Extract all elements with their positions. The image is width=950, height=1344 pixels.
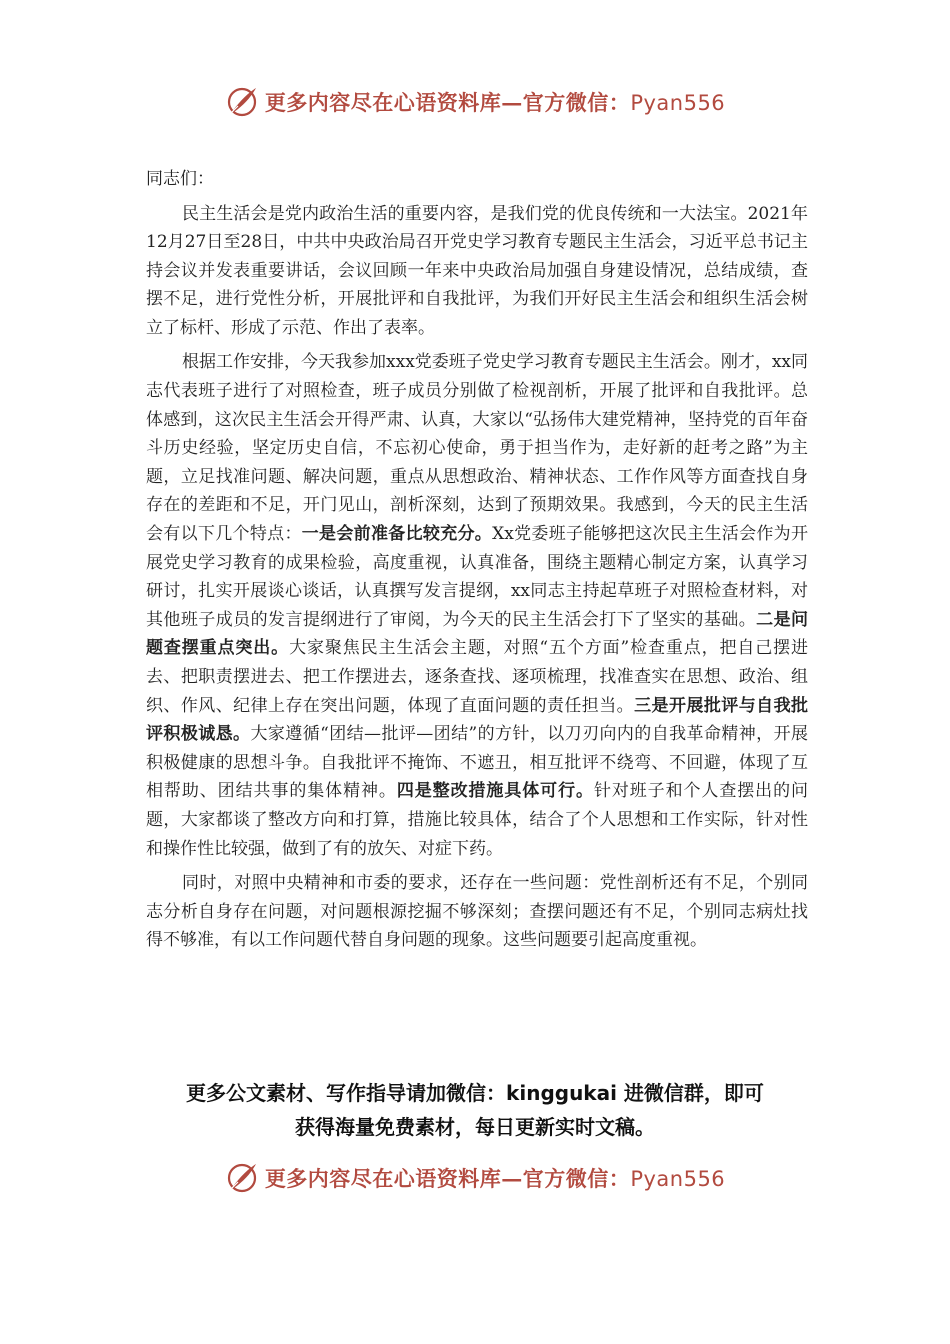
paragraph-2 (146, 348, 808, 863)
banner-label: 更多内容尽在心语资料库—官方微信： (264, 1166, 631, 1191)
promo-notice (120, 1076, 830, 1144)
greeting: 同志们： (146, 169, 214, 189)
paragraph-1: 民主生活会是党内政治生活的重要内容，是我们党的优良传统和一大法宝。2021年12月27日至28日，中共中央政治局召开党史学习教育专题民主生活会，习近平总书记主持会议并发表重要讲话，会议回顾一年来中央政治局加强自身建设情况，总结成绩，查摆不足，进行党性分析，开展批评和自我批评，为我们开好民主生活会和组织生活会树立了标杆、形成了示范、作出了表率。 (146, 203, 808, 338)
point-2-body: 大家聚焦民主生活会主题，对照“五个方面”检查重点，把自己摆进去、把职责摆进去、把工作摆进去，逐条查找、逐项梳理，找准查实在思想、政治、组织、作风、纪律上存在突出问题，体现了直面问题的责任担当。 (146, 638, 809, 716)
point-3-body: 大家遵循“团结—批评—团结”的方针，以刀刃向内的自我革命精神，开展积极健康的思想斗争。自我批评不掩饰、不遮丑，相互批评不绕弯、不回避，体现了互相帮助、团结共事的集体精神。 (146, 724, 808, 802)
point-3-title: 三是开展批评与自我批评积极诚恳。 (146, 695, 809, 745)
wechat-id: Pyan556 (630, 91, 726, 115)
quill-logo-icon (225, 1161, 259, 1195)
point-1-body: Xx党委班子能够把这次民主生活会作为开展党史学习教育的成果检验，高度重视，认真准备，围绕主题精心制定方案，认真学习研讨，扎实开展谈心谈话，认真撰写发言提纲，xx同志主持起草班子对照检查材料，对其他班子成员的发言提纲进行了审阅，为今天的民主生活会打下了坚实的基础。 (146, 524, 808, 630)
paragraph-2-intro: 根据工作安排，今天我参加xxx党委班子党史学习教育专题民主生活会。刚才，xx同志代表班子进行了对照检查，班子成员分别做了检视剖析，开展了批评和自我批评。总体感到，这次民主生活会开得严肃、认真，大家以“弘扬伟大建党精神，坚持党的百年奋斗历史经验，坚定历史自信，不忘初心使命，勇于担当作为，走好新的赶考之路”为主题，立足找准问题、解决问题，重点从思想政治、精神状态、工作作风等方面查找自身存在的差距和不足，开门见山，剖析深刻，达到了预期效果。我感到，今天的民主生活会有以下几个特点： (146, 352, 808, 545)
point-4-body: 针对班子和个人查摆出的问题，大家都谈了整改方向和打算，措施比较具体，结合了个人思想和工作实际，针对性和操作性比较强，做到了有的放矢、对症下药。 (146, 781, 809, 859)
banner-label: 更多内容尽在心语资料库—官方微信： (264, 90, 631, 115)
header-banner (0, 82, 950, 122)
document-body (146, 165, 808, 961)
banner-text (265, 1163, 725, 1193)
promo-line-2: 获得海量免费素材，每日更新实时文稿。 (295, 1115, 655, 1139)
point-2-title: 二是问题查摆重点突出。 (146, 609, 809, 659)
quill-logo-icon (225, 85, 259, 119)
point-4-title: 四是整改措施具体可行。 (396, 781, 594, 802)
point-1-title: 一是会前准备比较充分。 (301, 524, 493, 545)
promo-line-1: 更多公文素材、写作指导请加微信：kinggukai 进微信群，即可 (186, 1081, 764, 1105)
footer-banner (0, 1158, 950, 1198)
banner-text (265, 87, 725, 117)
paragraph-3: 同时，对照中央精神和市委的要求，还存在一些问题：党性剖析还有不足，个别同志分析自身存在问题，对问题根源挖掘不够深刻；查摆问题还有不足，个别同志病灶找得不够准，有以工作问题代替自身问题的现象。这些问题要引起高度重视。 (146, 873, 808, 951)
wechat-id: Pyan556 (630, 1167, 726, 1191)
